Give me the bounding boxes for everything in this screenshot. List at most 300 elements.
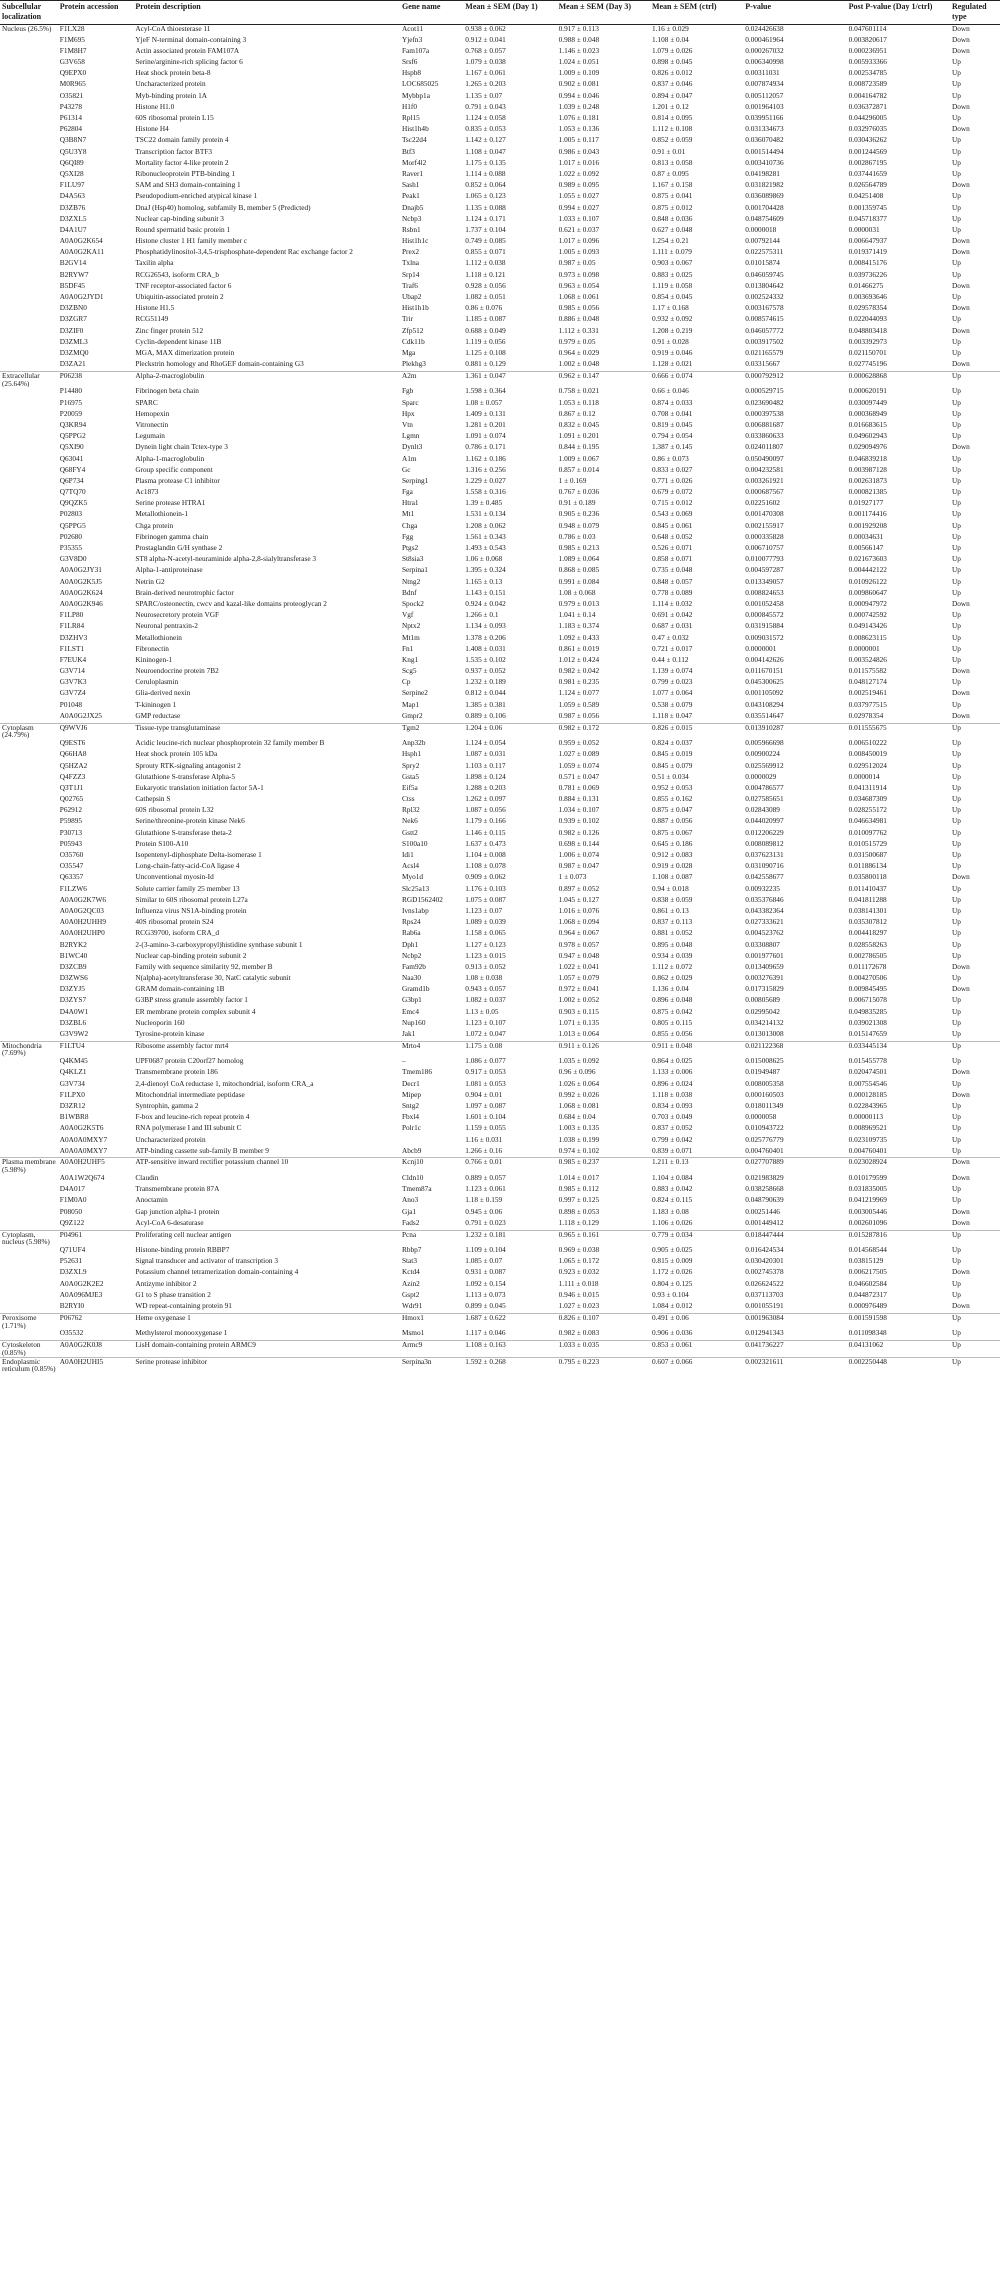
gene-cell: Fbxl4 (401, 1113, 419, 1122)
description-cell: Transmembrane protein 87A (135, 1185, 220, 1194)
description-cell: Fibrinogen beta chain (135, 387, 199, 396)
description-cell: ST8 alpha-N-acetyl-neuraminide alpha-2,8-sialyltransferase 3 (135, 555, 317, 564)
accession-cell: M0R965 (59, 80, 86, 89)
post-pvalue-cell: 0.04131062 (847, 1341, 950, 1358)
accession-cell: Q9WVJ6 (58, 723, 134, 739)
ctrl-cell: 0.875 ± 0.042 (651, 1007, 693, 1016)
gene-cell: Rpl32 (401, 806, 420, 815)
description-cell: RCG26543, isoform CRA_b (135, 270, 220, 279)
table-row (0, 784, 1000, 795)
accession-cell: P62804 (59, 125, 83, 134)
post-pvalue-cell: 0.002786505 (848, 951, 887, 960)
accession-cell: Q5U3Y8 (59, 147, 87, 156)
description-cell: SPARC (135, 398, 158, 407)
day3-cell: 0.898 ± 0.053 (558, 1207, 600, 1216)
day1-cell: 1.493 ± 0.543 (465, 544, 506, 553)
post-pvalue-cell: 0.0000001 (848, 644, 880, 653)
gene-cell: Dph1 (401, 940, 419, 949)
day1-cell: 1.143 ± 0.151 (465, 588, 506, 597)
post-pvalue-cell: 0.00566147 (848, 544, 884, 553)
regulated-cell: Down (951, 1174, 970, 1183)
header-regulated: Regulated type (950, 1, 1000, 25)
header-ctrl: Mean ± SEM (ctrl) (650, 1, 743, 25)
post-pvalue-cell: 0.031500687 (848, 851, 887, 859)
pvalue-cell: 0.002745378 (745, 1268, 784, 1277)
pvalue-cell: 0.001704428 (745, 203, 784, 212)
day3-cell: 1.112 ± 0.331 (558, 326, 599, 335)
ctrl-cell: 1.114 ± 0.032 (651, 599, 693, 608)
day1-cell: 1.109 ± 0.104 (465, 1246, 506, 1255)
pvalue-cell: 0.042558677 (745, 873, 784, 882)
gene-cell: Serping1 (401, 476, 429, 485)
accession-cell: Q3B8N7 (59, 136, 87, 145)
regulated-cell: Down (951, 35, 970, 44)
day3-cell: 0.974 ± 0.102 (558, 1146, 600, 1155)
day3-cell: 0.868 ± 0.085 (558, 566, 600, 575)
localization-cell (0, 963, 58, 974)
post-pvalue-cell: 0.006647937 (848, 237, 887, 246)
gene-cell: Htra1 (401, 499, 419, 508)
description-cell: Tissue-type transglutaminase (133, 723, 400, 739)
description-cell: Methylsterol monooxygenase 1 (135, 1329, 228, 1338)
localization-cell (0, 432, 58, 443)
ctrl-cell: 0.813 ± 0.058 (651, 158, 693, 167)
gene-cell: Bdnf (401, 588, 417, 597)
localization-cell (0, 862, 58, 873)
localization-cell (0, 600, 58, 611)
pvalue-cell: 0.001052458 (745, 599, 784, 608)
ctrl-cell: 0.896 ± 0.024 (651, 1079, 693, 1088)
day1-cell: 1.266 ± 0.16 (465, 1146, 503, 1155)
description-cell: 60S ribosomal protein L15 (135, 114, 214, 122)
description-cell: N(alpha)-acetyltransferase 30, NatC catalytic subunit (135, 974, 291, 983)
regulated-cell: Up (951, 454, 961, 463)
ctrl-cell: 1.108 ± 0.04 (651, 35, 689, 44)
localization-cell: Peroxisome (1.71%) (0, 1313, 58, 1329)
pvalue-cell: 0.004232581 (745, 465, 784, 474)
gene-cell: Hspb8 (401, 69, 422, 78)
table-row (0, 103, 1000, 114)
post-pvalue-cell: 0.002631873 (848, 476, 887, 485)
gene-cell: Gmpr2 (401, 711, 423, 720)
regulated-cell: Down (951, 443, 970, 452)
table-row (0, 1113, 1000, 1124)
day1-cell: 0.768 ± 0.057 (465, 46, 506, 55)
day1-cell: 1.179 ± 0.166 (465, 817, 506, 826)
pvalue-cell: 0.000845572 (745, 611, 784, 620)
regulated-cell: Up (951, 929, 961, 938)
pvalue-cell: 0.034214132 (745, 1018, 784, 1027)
accession-cell: A0A0G2K7W6 (59, 895, 106, 904)
accession-cell: Q4KLZ1 (59, 1068, 87, 1077)
description-cell: Histone H1.5 (135, 304, 175, 313)
localization-cell (0, 360, 58, 371)
ctrl-cell: 0.919 ± 0.028 (651, 862, 693, 871)
day1-cell: 1.082 ± 0.037 (465, 996, 506, 1005)
localization-cell: Cytoskeleton (0.85%) (0, 1341, 58, 1358)
pvalue-cell: 0.006710757 (745, 544, 784, 553)
ctrl-cell: 0.837 ± 0.113 (651, 918, 693, 927)
table-row (0, 510, 1000, 521)
regulated-cell: Up (951, 806, 961, 815)
day1-cell: 1.316 ± 0.256 (465, 465, 506, 474)
accession-cell: F1LTU4 (58, 1041, 134, 1057)
ctrl-cell: 0.837 ± 0.052 (651, 1124, 693, 1133)
gene-cell: Mybbp1a (401, 91, 430, 100)
regulated-cell: Up (951, 700, 961, 709)
day1-cell: 1.39 ± 0.485 (465, 499, 503, 508)
ctrl-cell: 0.875 ± 0.047 (651, 806, 693, 815)
post-pvalue-cell: 0.000628868 (847, 371, 950, 387)
post-pvalue-cell: 0.036372871 (848, 102, 887, 111)
ctrl-cell: 0.491 ± 0.06 (650, 1313, 743, 1329)
day1-cell: 1.737 ± 0.104 (465, 225, 506, 234)
day3-cell: 0.91 ± 0.189 (558, 499, 596, 508)
day1-cell: 1.378 ± 0.206 (465, 633, 506, 642)
description-cell: TSC22 domain family protein 4 (135, 136, 229, 145)
description-cell: UPF0687 protein C20orf27 homolog (135, 1057, 244, 1066)
table-row (0, 1041, 1000, 1057)
day3-cell: 1.024 ± 0.051 (558, 58, 600, 67)
post-pvalue-cell: 0.0000014 (848, 772, 880, 781)
accession-cell: O35760 (59, 851, 84, 859)
day3-cell: 1.002 ± 0.052 (558, 996, 600, 1005)
localization-cell (0, 259, 58, 270)
gene-cell: Pcna (400, 1230, 463, 1246)
localization-cell (0, 1019, 58, 1030)
description-cell: Group specific component (135, 465, 213, 474)
accession-cell: A0A0H2UHP0 (59, 929, 105, 938)
post-pvalue-cell: 0.041811288 (848, 895, 887, 904)
ctrl-cell: 0.826 ± 0.012 (651, 69, 693, 78)
day1-cell: 0.931 ± 0.087 (465, 1268, 506, 1277)
post-pvalue-cell: 0.039736226 (848, 270, 887, 279)
regulated-cell: Up (951, 192, 961, 201)
day1-cell: 1.104 ± 0.008 (465, 851, 506, 859)
pvalue-cell: 0.02251602 (745, 499, 780, 508)
ctrl-cell: 0.854 ± 0.045 (651, 293, 693, 301)
table-row (0, 226, 1000, 237)
localization-cell (0, 907, 58, 918)
ctrl-cell: 0.687 ± 0.031 (651, 622, 693, 631)
accession-cell: F1LR84 (59, 622, 85, 631)
post-pvalue-cell: 0.048803418 (848, 326, 887, 335)
day1-cell: 1.262 ± 0.097 (465, 795, 506, 804)
localization-cell (0, 170, 58, 181)
ctrl-cell: 0.838 ± 0.059 (651, 895, 693, 904)
ctrl-cell: 0.93 ± 0.104 (651, 1290, 689, 1299)
ctrl-cell: 0.666 ± 0.074 (650, 371, 743, 387)
gene-cell: Peak1 (401, 192, 420, 201)
day1-cell: 1.13 ± 0.05 (465, 1007, 499, 1016)
ctrl-cell: 0.799 ± 0.042 (651, 1135, 693, 1144)
post-pvalue-cell: 0.002534785 (848, 69, 887, 78)
day1-cell: 1.092 ± 0.154 (465, 1279, 506, 1288)
accession-cell: P02680 (59, 532, 83, 541)
day1-cell: 1.898 ± 0.124 (465, 772, 506, 781)
gene-cell: Hist1h1c (401, 237, 429, 246)
accession-cell: P04961 (58, 1230, 134, 1246)
post-pvalue-cell: 0.004442122 (848, 566, 887, 575)
day1-cell: 0.909 ± 0.062 (465, 873, 506, 882)
accession-cell: D3ZYJ5 (59, 985, 85, 994)
day1-cell: 1.114 ± 0.088 (465, 169, 506, 178)
table-row (0, 678, 1000, 689)
table-row (0, 723, 1000, 739)
regulated-cell: Up (951, 225, 961, 234)
day3-cell: 0.767 ± 0.036 (558, 488, 600, 497)
localization-cell (0, 762, 58, 773)
post-pvalue-cell: 0.001244569 (848, 147, 887, 156)
gene-cell: Dynlt3 (401, 443, 423, 452)
accession-cell: Q7TQ70 (59, 488, 86, 497)
day1-cell: 1.08 ± 0.057 (465, 398, 503, 407)
gene-cell: Map1 (401, 700, 419, 709)
localization-cell (0, 985, 58, 996)
post-pvalue-cell: 0.00000113 (848, 1113, 883, 1122)
ctrl-cell: 0.708 ± 0.041 (651, 409, 693, 418)
post-pvalue-cell: 0.007554546 (848, 1079, 887, 1088)
ctrl-cell: 0.952 ± 0.053 (651, 783, 693, 792)
pvalue-cell: 0.003917502 (745, 337, 784, 346)
accession-cell: G3V8D0 (59, 555, 87, 564)
gene-cell: Kctd4 (401, 1268, 420, 1277)
ctrl-cell: 0.855 ± 0.056 (651, 1030, 693, 1038)
day1-cell: 0.791 ± 0.023 (465, 1218, 506, 1227)
table-row (0, 477, 1000, 488)
day1-cell: 0.86 ± 0.076 (465, 304, 503, 313)
description-cell: Acyl-CoA 6-desaturase (135, 1218, 204, 1227)
pvalue-cell: 0.00311031 (745, 69, 780, 78)
accession-cell: B1WC40 (59, 951, 88, 960)
table-row (0, 1158, 1000, 1174)
day1-cell: 0.852 ± 0.064 (465, 181, 506, 190)
description-cell: RCG51149 (135, 315, 169, 324)
ctrl-cell: 1.139 ± 0.074 (651, 667, 693, 676)
table-row (0, 1136, 1000, 1147)
ctrl-cell: 0.898 ± 0.045 (651, 58, 693, 67)
regulated-cell: Down (951, 985, 970, 994)
localization-cell (0, 1280, 58, 1291)
accession-cell: Q4FZZ3 (59, 772, 86, 781)
accession-cell: D3ZYS7 (59, 996, 87, 1005)
gene-cell: Dnajb5 (401, 203, 424, 212)
ctrl-cell: 0.874 ± 0.033 (651, 398, 693, 407)
gene-cell: Hist1h4b (401, 125, 429, 134)
table-row (0, 1329, 1000, 1340)
accession-cell: B1WBR8 (59, 1113, 89, 1122)
pvalue-cell: 0.013013008 (745, 1030, 784, 1038)
day3-cell: 1.014 ± 0.017 (558, 1174, 600, 1183)
pvalue-cell: 0.000529715 (745, 387, 784, 396)
post-pvalue-cell: 0.048127174 (848, 678, 887, 687)
gene-cell: Msmo1 (401, 1329, 425, 1338)
day3-cell: 0.982 ± 0.042 (558, 667, 600, 676)
regulated-cell: Up (951, 1196, 961, 1205)
description-cell: Glia-derived nexin (135, 689, 191, 698)
ctrl-cell: 0.894 ± 0.047 (651, 91, 693, 100)
table-row (0, 544, 1000, 555)
accession-cell: P16975 (59, 398, 83, 407)
day3-cell: 1.092 ± 0.433 (558, 633, 600, 642)
table-row (0, 455, 1000, 466)
regulated-cell: Up (950, 1230, 1000, 1246)
pvalue-cell: 0.025569912 (745, 761, 784, 770)
localization-cell (0, 996, 58, 1007)
day1-cell: 1.232 ± 0.189 (465, 678, 506, 687)
regulated-cell: Up (951, 499, 961, 508)
table-row (0, 795, 1000, 806)
pvalue-cell: 0.03315667 (745, 360, 780, 369)
table-row (0, 533, 1000, 544)
post-pvalue-cell: 0.015455778 (848, 1057, 887, 1066)
localization-cell (0, 477, 58, 488)
description-cell: Acyl-CoA thioesterase 11 (135, 24, 211, 33)
localization-cell (0, 555, 58, 566)
regulated-cell: Up (951, 476, 961, 485)
day1-cell: 1.531 ± 0.134 (465, 510, 506, 519)
regulated-cell: Up (951, 839, 961, 848)
description-cell: ER membrane protein complex subunit 4 (135, 1007, 256, 1016)
day3-cell: 1.034 ± 0.107 (558, 806, 600, 815)
gene-cell: Myo1d (401, 873, 424, 882)
pvalue-cell: 0.001963084 (743, 1313, 846, 1329)
post-pvalue-cell: 0.003987128 (848, 465, 887, 474)
ctrl-cell: 0.543 ± 0.069 (651, 510, 693, 519)
table-row (0, 840, 1000, 851)
localization-cell (0, 248, 58, 259)
pvalue-cell: 0.025776779 (745, 1135, 784, 1144)
accession-cell: D3ZCB9 (59, 962, 87, 971)
pvalue-cell: 0.002321611 (743, 1357, 846, 1373)
table-row (0, 47, 1000, 58)
regulated-cell: Up (951, 203, 961, 212)
post-pvalue-cell: 0.049143426 (848, 622, 887, 631)
day3-cell: 0.982 ± 0.172 (557, 723, 650, 739)
description-cell: Ubiquitin-associated protein 2 (135, 293, 224, 301)
day3-cell: 1.033 ± 0.035 (557, 1341, 650, 1358)
accession-cell: D3ZML3 (59, 337, 88, 346)
post-pvalue-cell: 0.001174416 (848, 510, 887, 519)
day1-cell: 1.165 ± 0.13 (465, 577, 503, 586)
description-cell: Acidic leucine-rich nuclear phosphoprotein 32 family member B (135, 739, 325, 748)
ctrl-cell: 0.861 ± 0.13 (651, 906, 689, 915)
day1-cell: 1.065 ± 0.123 (465, 192, 506, 201)
table-row (0, 974, 1000, 985)
regulated-cell: Up (951, 1030, 961, 1038)
description-cell: Glutathione S-transferase theta-2 (135, 828, 232, 837)
post-pvalue-cell: 0.030097449 (848, 398, 887, 407)
ctrl-cell: 1.112 ± 0.072 (651, 962, 693, 971)
post-pvalue-cell: 0.003693646 (848, 293, 887, 301)
gene-cell: Hmox1 (400, 1313, 463, 1329)
localization-cell (0, 1329, 58, 1340)
regulated-cell: Down (951, 1218, 970, 1227)
regulated-cell: Down (951, 248, 970, 257)
regulated-cell: Up (951, 136, 961, 145)
description-cell: RCG39700, isoform CRA_d (135, 929, 220, 938)
table-row (0, 1341, 1000, 1358)
pvalue-cell: 0.024011807 (745, 443, 784, 452)
day3-cell: 0.985 ± 0.112 (558, 1185, 599, 1194)
gene-cell: Spock2 (401, 599, 424, 608)
localization-cell (0, 873, 58, 884)
regulated-cell: Up (951, 655, 961, 664)
table-row (0, 996, 1000, 1007)
day3-cell: 0.982 ± 0.083 (558, 1329, 600, 1338)
gene-cell: Anp32b (401, 739, 426, 748)
table-row (0, 1313, 1000, 1329)
regulated-cell: Up (951, 114, 961, 122)
description-cell: Solute carrier family 25 member 13 (135, 884, 240, 893)
accession-cell: F1M695 (59, 35, 85, 44)
header-accession: Protein accession (58, 1, 134, 25)
localization-cell (0, 773, 58, 784)
pvalue-cell: 0.004523762 (745, 929, 784, 938)
description-cell: Histone H1.0 (135, 102, 175, 111)
gene-cell: Trir (401, 315, 414, 324)
description-cell: 60S ribosomal protein L32 (135, 806, 214, 815)
day3-cell: 0.979 ± 0.05 (558, 337, 596, 346)
regulated-cell: Up (951, 611, 961, 620)
day3-cell: 1 ± 0.073 (558, 873, 587, 882)
ctrl-cell: 0.862 ± 0.029 (651, 974, 693, 983)
post-pvalue-cell: 0.033445134 (847, 1041, 950, 1057)
day3-cell: 0.781 ± 0.069 (558, 783, 600, 792)
localization-cell (0, 1008, 58, 1019)
day1-cell: 1.598 ± 0.364 (465, 387, 506, 396)
localization-cell (0, 1136, 58, 1147)
localization-cell (0, 226, 58, 237)
post-pvalue-cell: 0.000947972 (848, 599, 887, 608)
day3-cell: 1.027 ± 0.089 (558, 750, 600, 759)
table-row (0, 701, 1000, 712)
ctrl-cell: 0.44 ± 0.112 (651, 655, 689, 664)
description-cell: Glutathione S-transferase Alpha-5 (135, 772, 236, 781)
regulated-cell: Up (951, 644, 961, 653)
description-cell: GMP reductase (135, 711, 181, 720)
table-row (0, 136, 1000, 147)
regulated-cell: Up (951, 147, 961, 156)
localization-cell: Endoplasmic reticulum (0.85%) (0, 1357, 58, 1373)
pvalue-cell: 0.036070482 (745, 136, 784, 145)
day3-cell: 0.994 ± 0.027 (558, 203, 600, 212)
table-row (0, 1091, 1000, 1102)
pvalue-cell: 0.0000001 (745, 644, 777, 653)
table-row (0, 443, 1000, 454)
post-pvalue-cell: 0.011886134 (848, 862, 887, 871)
table-row (0, 1257, 1000, 1268)
post-pvalue-cell: 0.009860647 (848, 588, 887, 597)
accession-cell: P14480 (59, 387, 83, 396)
accession-cell: D3ZWS6 (59, 974, 88, 983)
regulated-cell: Up (951, 974, 961, 983)
day3-cell: 1.045 ± 0.127 (558, 895, 600, 904)
accession-cell: O35532 (59, 1329, 84, 1338)
pvalue-cell: 0.001055191 (745, 1302, 784, 1311)
gene-cell: Emc4 (401, 1007, 419, 1016)
accession-cell: Q5HZA2 (59, 761, 88, 770)
pvalue-cell: 0.0000058 (745, 1113, 777, 1122)
day3-cell: 1.017 ± 0.016 (558, 158, 600, 167)
regulated-cell: Up (950, 1041, 1000, 1057)
accession-cell: A0A0G2K5J5 (59, 577, 102, 586)
description-cell: YjeF N-terminal domain-containing 3 (135, 35, 247, 44)
post-pvalue-cell: 0.03815129 (848, 1257, 884, 1266)
day3-cell: 0.905 ± 0.236 (558, 510, 600, 519)
post-pvalue-cell: 0.037441659 (848, 169, 887, 178)
pvalue-cell: 0.03308807 (745, 940, 780, 949)
